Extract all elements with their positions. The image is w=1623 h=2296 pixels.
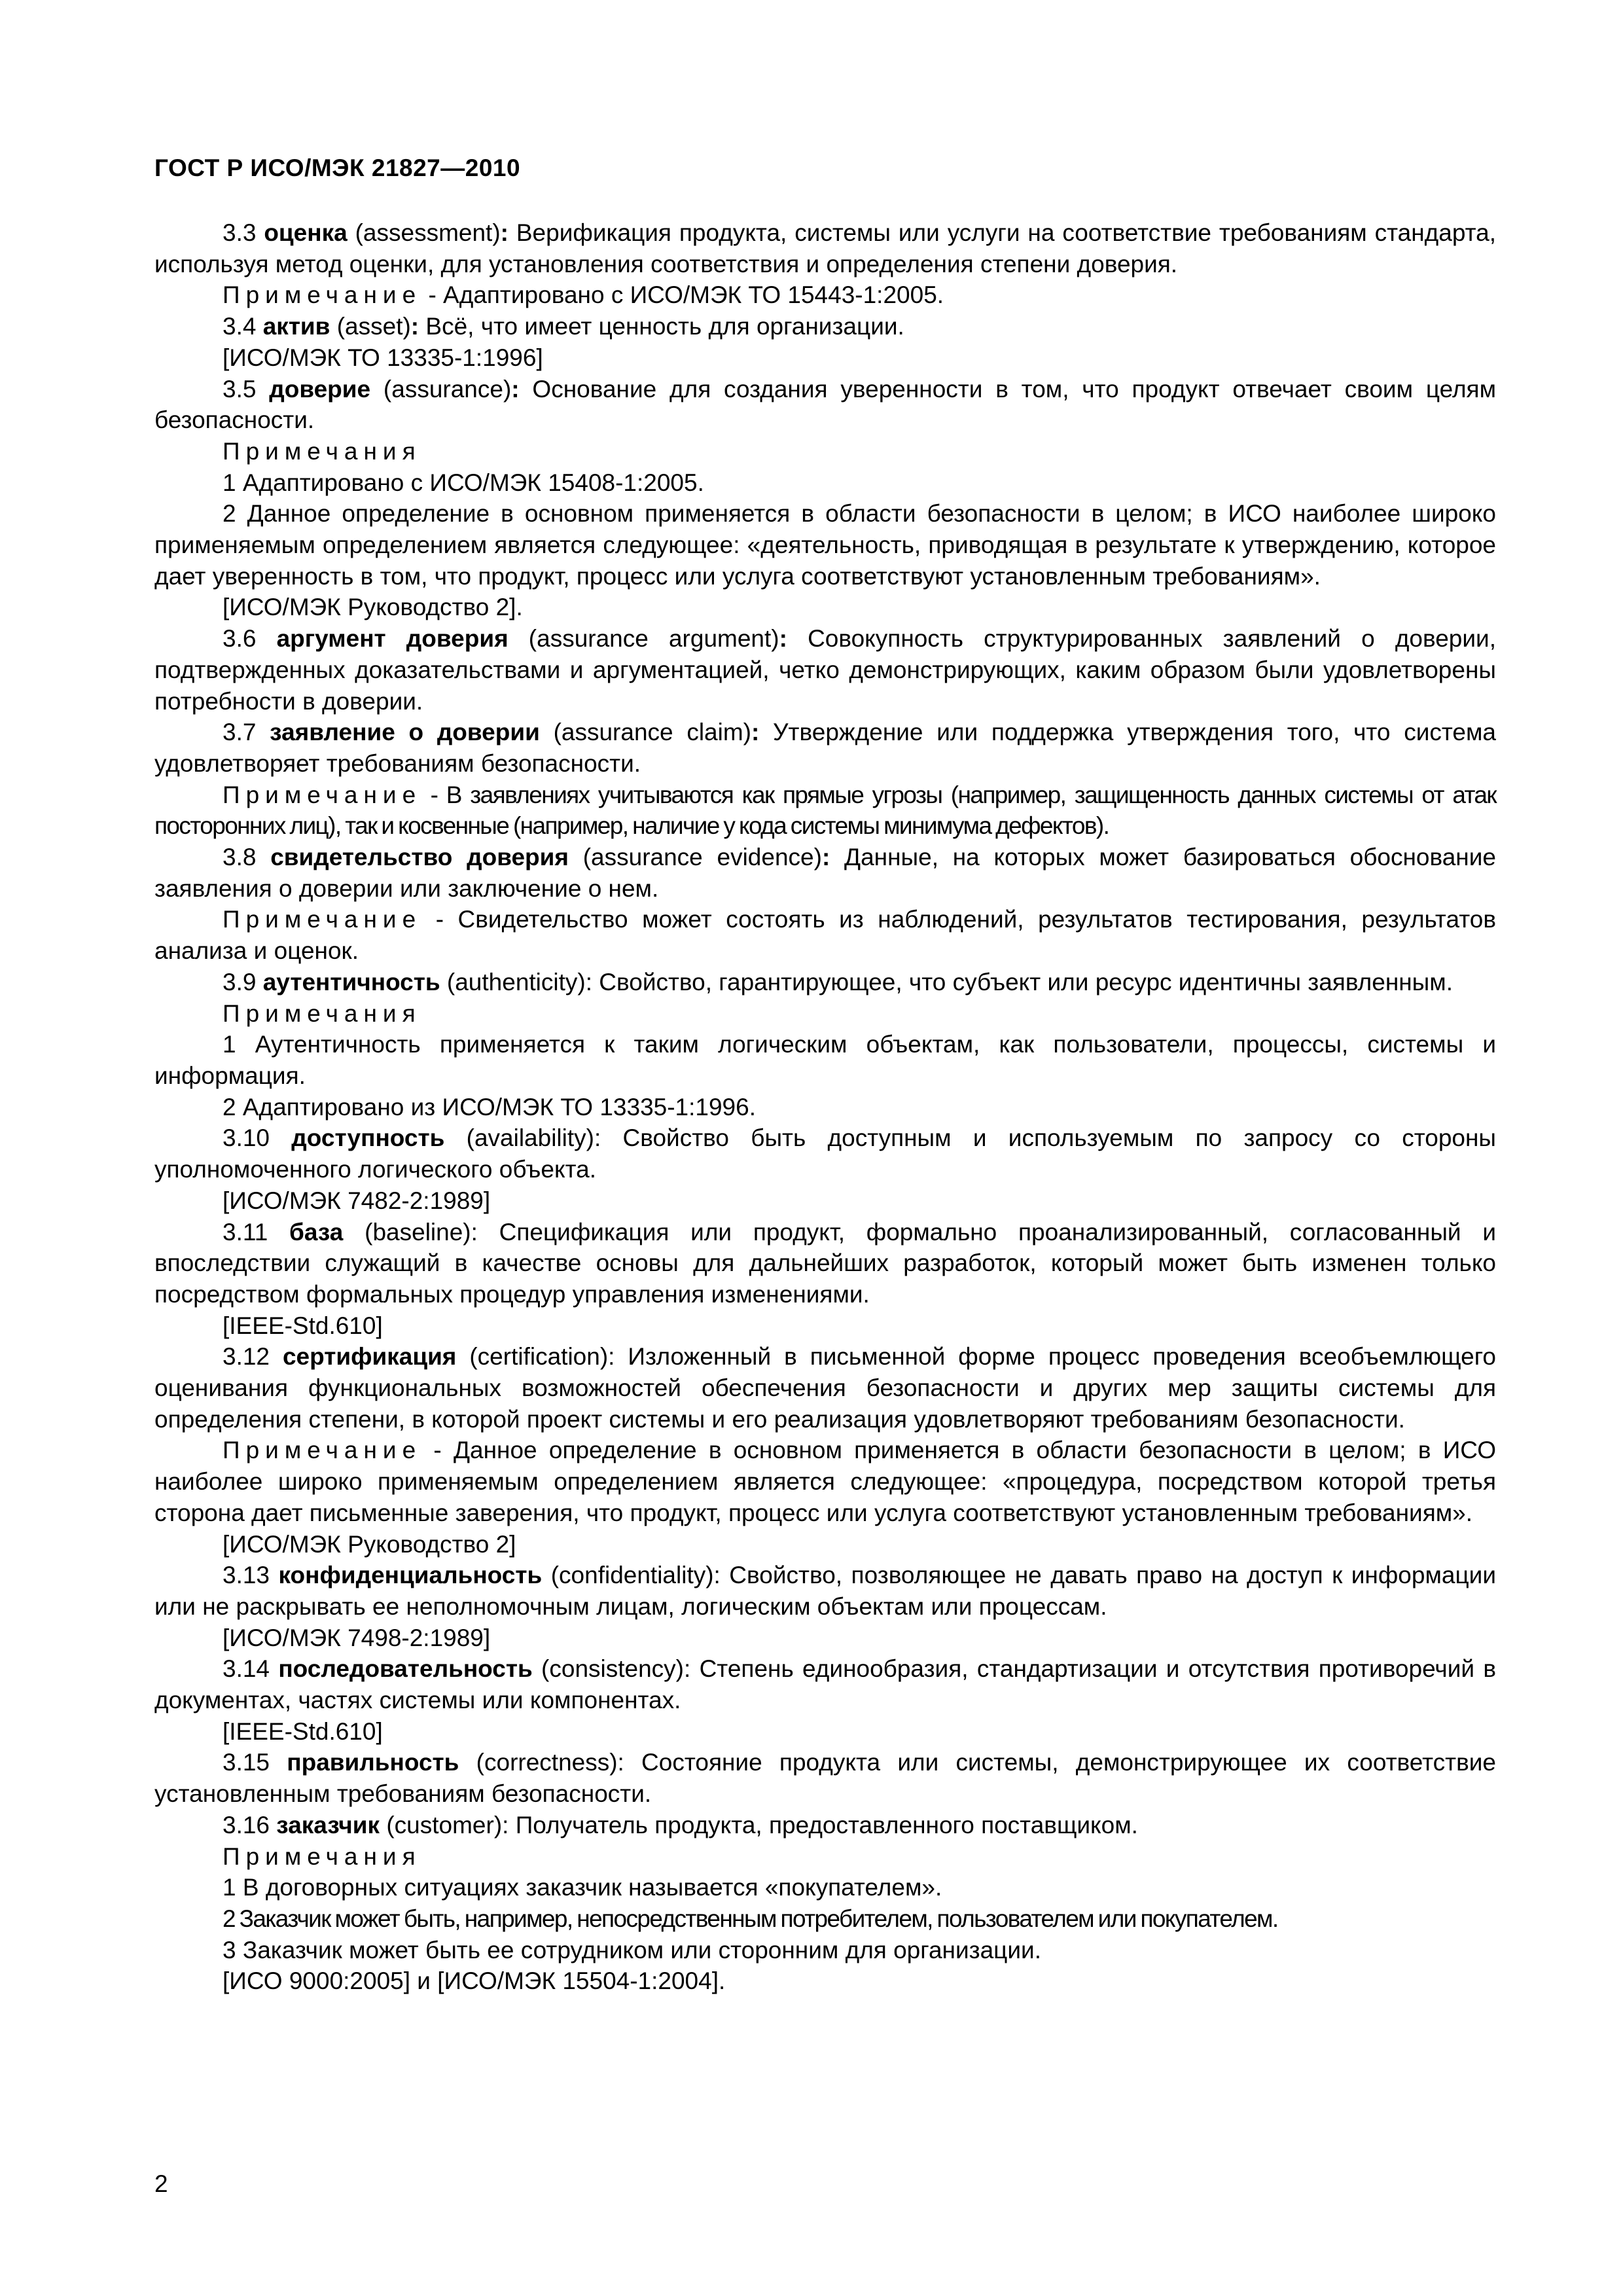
paragraph (154, 279, 1496, 311)
note-label: Примечание (223, 1437, 422, 1464)
note-label: Примечания (223, 1842, 421, 1870)
paragraph-text: [ИСО/МЭК 7498-2:1989] (223, 1624, 491, 1651)
paragraph (154, 1217, 1496, 1310)
paragraph-text: - Адаптировано с ИСО/МЭК ТО 15443-1:2005. (421, 281, 944, 309)
page-number: 2 (154, 2170, 168, 2197)
term: : (511, 375, 520, 403)
paragraph (154, 1872, 1496, 1903)
paragraph-text: - В заявлениях учитываются как прямые угрозы (например, защищенность данных системы от атак посторонних лиц), так и косвенные (например, наличие у кода системы минимума дефектов). (154, 781, 1496, 840)
paragraph-text: [ИСО/МЭК Руководство 2] (223, 1530, 516, 1558)
paragraph (154, 592, 1496, 623)
paragraph-text: (assessment) (347, 219, 501, 246)
paragraph (154, 1903, 1496, 1935)
paragraph-text: 3.14 (223, 1655, 279, 1683)
paragraph (154, 1716, 1496, 1748)
term: оценка (264, 219, 348, 246)
paragraph (154, 1310, 1496, 1342)
paragraph-text: 3.6 (223, 625, 277, 653)
term: аргумент доверия (276, 625, 508, 653)
paragraph-text: 3.13 (223, 1562, 279, 1589)
paragraph-text: 3.3 (223, 219, 264, 246)
term: заказчик (276, 1811, 380, 1839)
paragraph-text: (assurance evidence) (568, 844, 822, 871)
paragraph-text: (baseline): Спецификация или продукт, формально проанализированный, согласованный и впоследствии служащий в качестве основы для дальнейших разработок, который может быть изменен только посредством формальных процедур управления изменениями. (154, 1218, 1496, 1308)
paragraph-text: (authenticity): Свойство, гарантирующее, что субъект или ресурс идентичны заявленным. (440, 968, 1453, 996)
paragraph-text: Совокупность структурированных заявлений о доверии, подтвержденных доказательствами и аргументацией, четко демонстрирующих, каким образом были удовлетворены потребности в доверии. (154, 625, 1496, 715)
paragraph (154, 342, 1496, 374)
paragraph (154, 780, 1496, 842)
paragraph-text: 2 Заказчик может быть, например, непосредственным потребителем, пользователем или покупателем. (223, 1905, 1278, 1932)
paragraph-text: 1 Адаптировано с ИСО/МЭК 15408-1:2005. (223, 469, 704, 496)
paragraph (154, 311, 1496, 342)
paragraph-text: Верификация продукта, системы или услуги на соответствие требованиям стандарта, используя метод оценки, для установления соответствия и определения степени доверия. (154, 219, 1496, 278)
note-label: Примечание (223, 906, 422, 933)
paragraph (154, 1529, 1496, 1560)
term: заявление о доверии (270, 719, 540, 746)
term: база (289, 1218, 344, 1246)
paragraph (154, 1747, 1496, 1809)
paragraph-text: 3.8 (223, 844, 271, 871)
term: доступность (291, 1124, 445, 1152)
note-label: Примечания (223, 437, 421, 465)
paragraph (154, 1560, 1496, 1622)
paragraph-text: Утверждение или поддержка утверждения того, что система удовлетворяет требованиям безопасности. (154, 719, 1496, 777)
paragraph-text: 3.4 (223, 313, 263, 340)
paragraph (154, 998, 1496, 1030)
paragraph-text: - Свидетельство может состоять из наблюдений, результатов тестирования, результатов анализа и оценок. (154, 906, 1496, 965)
paragraph (154, 1092, 1496, 1123)
paragraph-text: (customer): Получатель продукта, предоставленного поставщиком. (380, 1811, 1138, 1839)
term: сертификация (282, 1343, 457, 1371)
term: правильность (287, 1749, 459, 1776)
paragraph-text: 3.12 (223, 1343, 283, 1371)
term: свидетельство доверия (270, 844, 569, 871)
paragraph-text: (asset) (330, 313, 411, 340)
paragraph (154, 623, 1496, 717)
paragraph-text: 3.7 (223, 719, 270, 746)
paragraph (154, 1841, 1496, 1873)
paragraph-text: [ИСО/МЭК Руководство 2]. (223, 594, 523, 621)
note-label: Примечание (223, 781, 422, 808)
paragraph-text: 1 В договорных ситуациях заказчик называется «покупателем». (223, 1874, 942, 1901)
term: доверие (269, 375, 371, 403)
paragraph (154, 217, 1496, 279)
term: : (751, 719, 760, 746)
paragraph-text: [IEEE-Std.610] (223, 1312, 383, 1339)
paragraph (154, 436, 1496, 467)
paragraph (154, 842, 1496, 904)
paragraph (154, 1623, 1496, 1654)
paragraph (154, 1935, 1496, 1966)
paragraph (154, 967, 1496, 998)
paragraph-text: 3.15 (223, 1749, 287, 1776)
paragraph-text: (assurance argument) (508, 625, 779, 653)
paragraph (154, 1185, 1496, 1217)
paragraph (154, 374, 1496, 436)
paragraph-text: 1 Аутентичность применяется к таким логическим объектам, как пользователи, процессы, системы и информация. (154, 1031, 1496, 1089)
document-header: ГОСТ Р ИСО/МЭК 21827—2010 (154, 154, 521, 181)
paragraph-text: 3.9 (223, 968, 263, 996)
paragraph-text: [ИСО 9000:2005] и [ИСО/МЭК 15504-1:2004]. (223, 1967, 726, 1995)
document-body (154, 217, 1496, 1997)
paragraph (154, 498, 1496, 592)
paragraph-text: [ИСО/МЭК 7482-2:1989] (223, 1187, 491, 1214)
paragraph-text: [IEEE-Std.610] (223, 1717, 383, 1745)
term: аутентичность (262, 968, 440, 996)
paragraph-text: 3.11 (223, 1218, 290, 1246)
term: актив (262, 313, 330, 340)
term: конфиденциальность (278, 1562, 543, 1589)
paragraph (154, 1435, 1496, 1528)
term: : (779, 625, 787, 653)
paragraph-text: 3.5 (223, 375, 270, 403)
term: : (821, 844, 830, 871)
paragraph-text: (confidentiality): Свойство, позволяющее не давать право на доступ к информации или не раскрывать ее неполномочным лицам, логическим объектам или процессам. (154, 1562, 1496, 1620)
paragraph-text: 3.16 (223, 1811, 277, 1839)
paragraph-text: 3 Заказчик может быть ее сотрудником или сторонним для организации. (223, 1936, 1041, 1964)
paragraph-text: Основание для создания уверенности в том, что продукт отвечает своим целям безопасности. (154, 375, 1497, 434)
term: последовательность (278, 1655, 533, 1683)
paragraph (154, 467, 1496, 499)
paragraph-text: 3.10 (223, 1124, 292, 1152)
paragraph-text: (assurance claim) (539, 719, 751, 746)
paragraph (154, 1122, 1496, 1185)
paragraph (154, 1341, 1496, 1435)
paragraph-text: [ИСО/МЭК ТО 13335-1:1996] (223, 344, 543, 371)
paragraph (154, 1810, 1496, 1841)
paragraph-text: (certification): Изложенный в письменной форме процесс проведения всеобъемлющего оценивания функциональных возможностей обеспечения безопасности и других мер защиты системы для определения степени, в которой проект системы и его реализация удовлетворяют требованиям безопасности. (154, 1343, 1496, 1433)
paragraph (154, 1029, 1496, 1091)
paragraph-text: 2 Адаптировано из ИСО/МЭК ТО 13335-1:1996. (223, 1093, 756, 1121)
paragraph (154, 717, 1496, 779)
paragraph (154, 1965, 1496, 1997)
paragraph-text: (availability): Свойство быть доступным и используемым по запросу со стороны уполномоченного логического объекта. (154, 1124, 1497, 1183)
paragraph (154, 904, 1496, 966)
paragraph-text: Всё, что имеет ценность для организации. (419, 313, 904, 340)
paragraph-text: - Данное определение в основном применяется в области безопасности в целом; в ИСО наиболее широко применяемым определением является следующее: «процедура, посредством которой третья сторона дает письменные заверения, что продукт, процесс или услуга соответствуют установленным требованиям». (154, 1437, 1496, 1526)
paragraph-text: (consistency): Степень единообразия, стандартизации и отсутствия противоречий в документах, частях системы или компонентах. (154, 1655, 1497, 1714)
paragraph-text: (assurance) (370, 375, 512, 403)
term: : (410, 313, 419, 340)
paragraph-text: (correctness): Состояние продукта или системы, демонстрирующее их соответствие установленным требованиям безопасности. (154, 1749, 1496, 1808)
note-label: Примечание (223, 281, 422, 309)
term: : (500, 219, 508, 246)
paragraph-text: 2 Данное определение в основном применяется в области безопасности в целом; в ИСО наиболее широко применяемым определением является следующее: «деятельность, приводящая в результате к утверждению, которое дает уверенность в том, что продукт, процесс или услуга соответствуют установленным требованиям». (154, 500, 1496, 590)
note-label: Примечания (223, 999, 421, 1027)
paragraph (154, 1653, 1496, 1715)
paragraph-text: Данные, на которых может базироваться обоснование заявления о доверии или заключение о нем. (154, 844, 1496, 902)
